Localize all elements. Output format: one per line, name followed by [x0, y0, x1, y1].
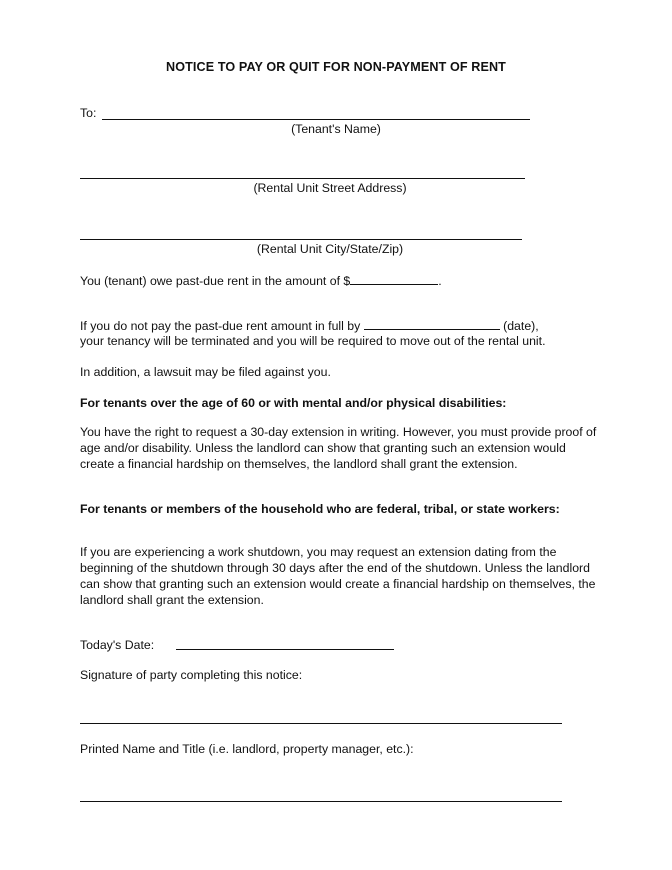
signature-label: Signature of party completing this notice:	[80, 668, 303, 682]
document-title: NOTICE TO PAY OR QUIT FOR NON-PAYMENT OF RENT	[166, 60, 506, 74]
owe-sentence	[80, 273, 442, 289]
todays-date-label: Today's Date:	[80, 638, 155, 652]
tenant-name-caption: (Tenant's Name)	[291, 122, 381, 136]
termination-text: your tenancy will be terminated and you will be required to move out of the rental unit.	[80, 334, 546, 348]
pay-by-line	[80, 318, 539, 334]
lawsuit-text: In addition, a lawsuit may be filed against you.	[80, 365, 331, 379]
federal-section-body: If you are experiencing a work shutdown, you may request an extension dating from the beginning of the shutdown through 30 days after the end of the shutdown. Unless the landlord can show that granting such an extension would create a financial hardship on themselves, the landlord shall grant the extension.	[80, 545, 596, 607]
pay-by-date-blank[interactable]	[364, 318, 500, 330]
street-address-line[interactable]	[80, 178, 525, 179]
printed-name-line[interactable]	[80, 801, 562, 802]
amount-blank[interactable]	[350, 273, 438, 285]
senior-section-body: You have the right to request a 30-day extension in writing. However, you must provide proof of age and/or disability. Unless the landlord can show that granting such an extension would create a financial hardship on themselves, the landlord shall grant the extension.	[80, 425, 597, 471]
todays-date-line[interactable]	[176, 649, 394, 650]
pay-by-date-label: (date),	[503, 319, 539, 333]
signature-line[interactable]	[80, 723, 562, 724]
printed-name-label: Printed Name and Title (i.e. landlord, property manager, etc.):	[80, 742, 414, 756]
tenant-name-line[interactable]	[102, 119, 530, 120]
owe-text: You (tenant) owe past-due rent in the amount of $	[80, 274, 351, 288]
to-label: To:	[80, 106, 97, 120]
city-state-zip-line[interactable]	[80, 239, 522, 240]
federal-section-heading: For tenants or members of the household who are federal, tribal, or state workers:	[80, 502, 560, 516]
senior-section-heading: For tenants over the age of 60 or with mental and/or physical disabilities:	[80, 396, 507, 410]
street-address-caption: (Rental Unit Street Address)	[253, 181, 407, 195]
city-state-zip-caption: (Rental Unit City/State/Zip)	[256, 242, 404, 256]
owe-period: .	[438, 274, 442, 288]
pay-by-text: If you do not pay the past-due rent amount in full by	[80, 319, 361, 333]
